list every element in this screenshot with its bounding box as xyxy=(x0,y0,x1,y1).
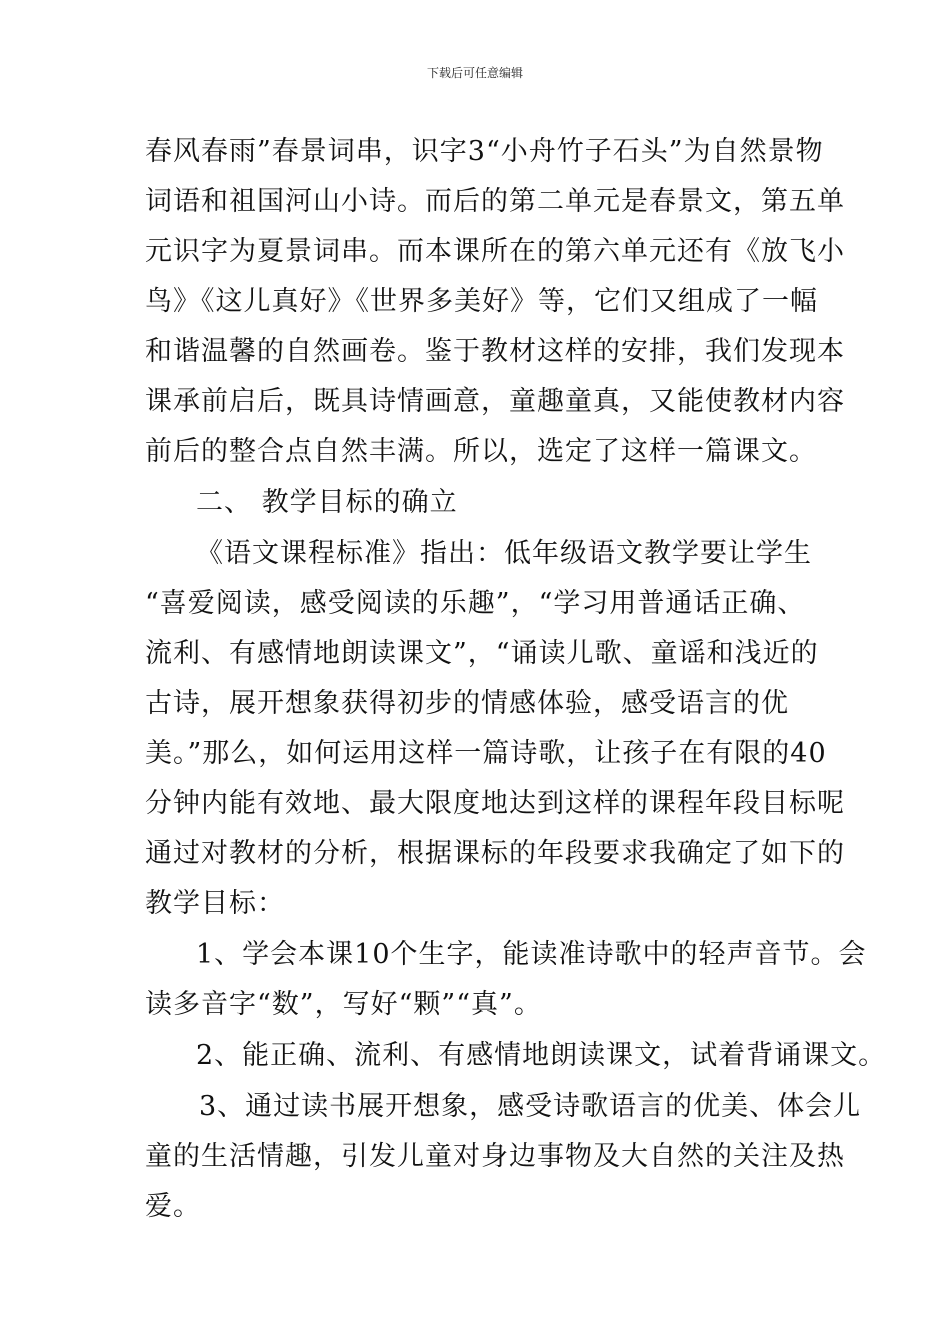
body-line: 通过对教材的分析，根据课标的年段要求我确定了如下的 xyxy=(145,838,845,869)
body-line: 前后的整合点自然丰满。所以，选定了这样一篇课文。 xyxy=(145,436,817,467)
body-line: 元识字为夏景词串。而本课所在的第六单元还有《放飞小 xyxy=(145,236,845,267)
body-line: 和谐温馨的自然画卷。鉴于教材这样的安排，我们发现本 xyxy=(145,336,845,367)
objective-item: 1、学会本课10个生字，能读准诗歌中的轻声音节。会 xyxy=(196,939,867,970)
body-line: 童的生活情趣，引发儿童对身边事物及大自然的关注及热 xyxy=(145,1141,845,1172)
body-line: 课承前启后，既具诗情画意，童趣童真，又能使教材内容 xyxy=(145,386,845,417)
body-line: “喜爱阅读，感受阅读的乐趣”，“学习用普通话正确、 xyxy=(145,588,806,619)
body-line: 爱。 xyxy=(145,1191,201,1222)
body-line: 鸟》《这儿真好》《世界多美好》等，它们又组成了一幅 xyxy=(145,286,818,317)
objective-item: 3、通过读书展开想象，感受诗歌语言的优美、体会儿 xyxy=(199,1091,862,1122)
body-line: 《语文课程标准》指出：低年级语文教学要让学生 xyxy=(196,538,812,569)
body-line: 词语和祖国河山小诗。而后的第二单元是春景文，第五单 xyxy=(145,186,845,217)
body-line: 美。”那么，如何运用这样一篇诗歌，让孩子在有限的40 xyxy=(145,738,827,769)
body-line: 古诗，展开想象获得初步的情感体验，感受语言的优 xyxy=(145,688,789,719)
body-line: 教学目标： xyxy=(145,888,285,919)
objective-item: 2、能正确、流利、有感情地朗读课文，试着背诵课文。 xyxy=(196,1040,887,1071)
body-line: 流利、有感情地朗读课文”，“诵读儿歌、童谣和浅近的 xyxy=(145,638,819,669)
section-heading: 二、 教学目标的确立 xyxy=(196,487,458,518)
body-line: 读多音字“数”，写好“颗”“真”。 xyxy=(145,989,542,1020)
body-line: 春风春雨”春景词串，识字3“小舟竹子石头”为自然景物 xyxy=(145,136,824,167)
body-line: 分钟内能有效地、最大限度地达到这样的课程年段目标呢 xyxy=(145,788,845,819)
page-header: 下载后可任意编辑 xyxy=(426,66,523,80)
